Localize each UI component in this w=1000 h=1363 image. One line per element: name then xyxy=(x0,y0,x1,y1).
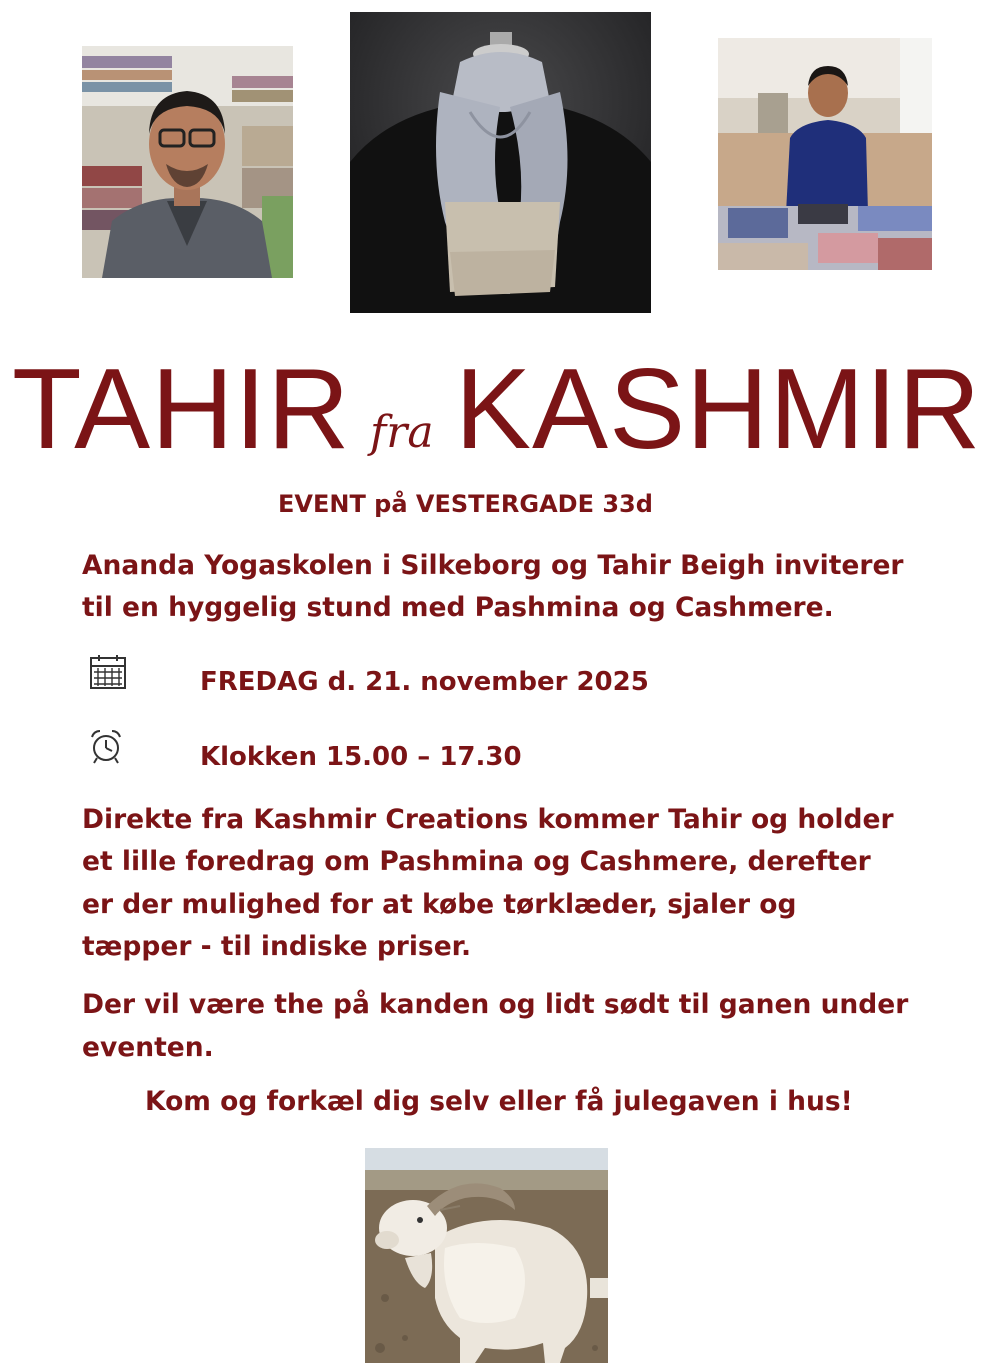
body-line-2: et lille foredrag om Pashmina og Cashmere, derefter xyxy=(82,846,871,877)
tea-line-2: eventen. xyxy=(82,1032,214,1063)
alarm-clock-icon xyxy=(88,728,124,766)
title-fra: fra xyxy=(370,407,434,458)
tea-line-1: Der vil være the på kanden og lidt sødt til ganen under xyxy=(82,989,909,1020)
event-time: Klokken 15.00 – 17.30 xyxy=(200,742,522,772)
photo-scarf-mannequin xyxy=(350,12,651,313)
intro-line-2: til en hyggelig stund med Pashmina og Cashmere. xyxy=(82,592,834,623)
title-kashmir: KASHMIR xyxy=(455,346,982,473)
photo-tahir-market xyxy=(82,46,293,278)
intro-line-1: Ananda Yogaskolen i Silkeborg og Tahir Beigh inviterer xyxy=(82,550,904,581)
event-title xyxy=(0,345,1000,475)
event-date: FREDAG d. 21. november 2025 xyxy=(200,667,649,697)
title-tahir: TAHIR xyxy=(12,346,351,473)
body-line-1: Direkte fra Kashmir Creations kommer Tahir og holder xyxy=(82,804,894,835)
closing-line: Kom og forkæl dig selv eller få julegaven i hus! xyxy=(145,1086,853,1117)
calendar-icon xyxy=(88,653,128,691)
body-line-3: er der mulighed for at købe tørklæder, sjaler og xyxy=(82,889,797,920)
event-location: EVENT på VESTERGADE 33d xyxy=(278,490,653,518)
photo-pashmina-goat xyxy=(365,1148,608,1363)
body-line-4: tæpper - til indiske priser. xyxy=(82,931,472,962)
photo-tahir-stall xyxy=(718,38,932,270)
